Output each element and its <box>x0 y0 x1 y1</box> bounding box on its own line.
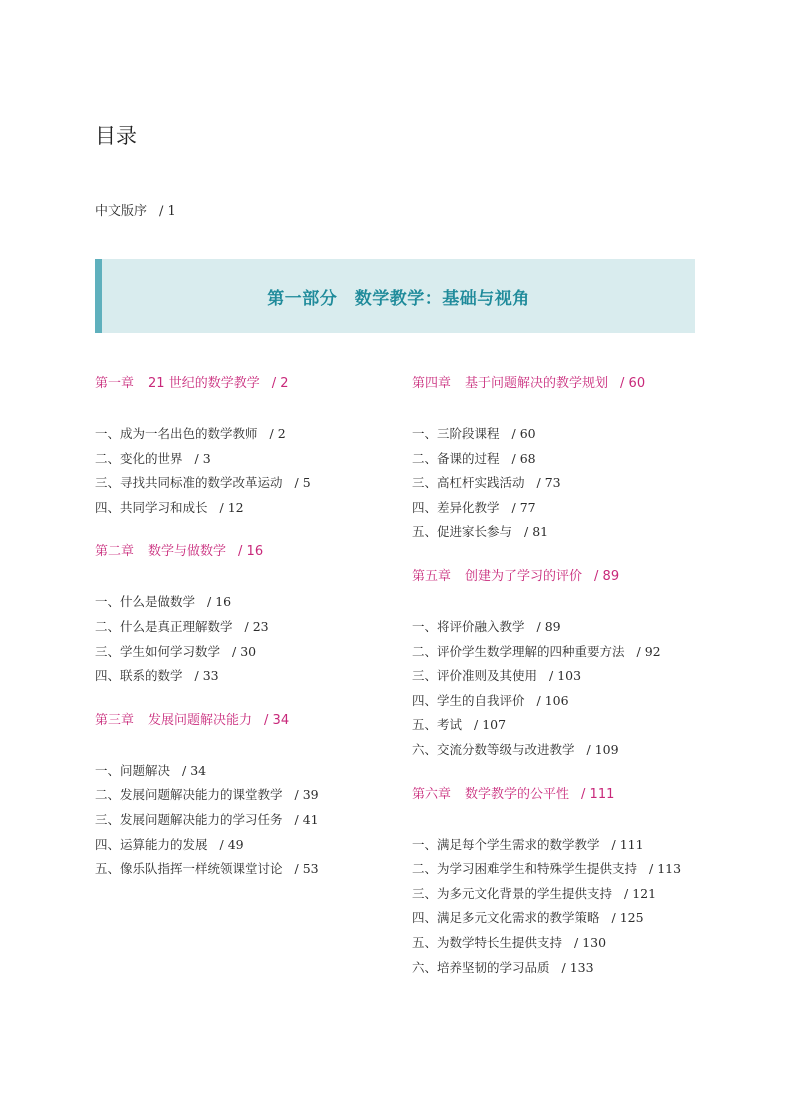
chapter-number: 第五章 <box>412 568 452 584</box>
section-page-ref: / 16 <box>207 594 232 610</box>
section-list <box>95 759 395 882</box>
toc-section-entry[interactable] <box>95 833 395 858</box>
part-title: 第一部分 数学教学：基础与视角 <box>267 288 530 309</box>
toc-section-entry[interactable] <box>412 882 752 907</box>
section-page-ref: / 12 <box>219 499 244 515</box>
section-label: 一、满足每个学生需求的数学教学 <box>412 836 600 852</box>
section-page-ref: / 60 <box>511 426 536 441</box>
chapter-block <box>412 785 752 981</box>
section-label: 五、为数学特长生提供支持 <box>412 934 563 950</box>
section-page-ref: / 5 <box>294 475 311 491</box>
toc-section-entry[interactable] <box>95 422 395 447</box>
toc-section-entry[interactable] <box>95 857 395 882</box>
section-label: 六、培养坚韧的学习品质 <box>412 959 550 975</box>
toc-section-entry[interactable] <box>412 520 752 545</box>
toc-section-entry[interactable] <box>95 664 395 689</box>
chapter-page-ref: / 34 <box>264 712 290 728</box>
section-page-ref: / 23 <box>244 618 269 634</box>
toc-section-entry[interactable] <box>412 422 752 447</box>
section-page-ref: / 113 <box>649 861 682 877</box>
chapter-number: 第三章 <box>95 712 135 728</box>
chapter-title: 创建为了学习的评价 <box>465 568 583 584</box>
section-page-ref: / 39 <box>294 787 319 803</box>
chapter-heading[interactable] <box>412 567 752 587</box>
section-label: 二、评价学生数学理解的四种重要方法 <box>412 643 625 659</box>
section-label: 五、像乐队指挥一样统领课堂讨论 <box>95 861 283 877</box>
toc-section-entry[interactable] <box>95 783 395 808</box>
section-page-ref: / 2 <box>269 426 286 441</box>
toc-section-entry[interactable] <box>412 471 752 496</box>
part-banner <box>95 259 695 333</box>
chapter-page-ref: / 2 <box>271 376 289 391</box>
preface-label: 中文版序 <box>95 204 148 219</box>
section-page-ref: / 77 <box>511 499 536 515</box>
section-label: 三、评价准则及其使用 <box>412 668 538 684</box>
toc-section-entry[interactable] <box>95 590 395 615</box>
section-label: 四、学生的自我评价 <box>412 692 525 708</box>
section-label: 三、发展问题解决能力的学习任务 <box>95 811 283 827</box>
section-page-ref: / 130 <box>574 934 607 950</box>
chapter-title: 数学教学的公平性 <box>465 786 570 802</box>
section-page-ref: / 49 <box>219 836 244 852</box>
section-label: 五、考试 <box>412 717 463 733</box>
toc-section-entry[interactable] <box>412 956 752 981</box>
chapter-heading[interactable] <box>412 785 752 805</box>
chapter-number: 第六章 <box>412 786 452 802</box>
chapter-title: 21 世纪的数学教学 <box>148 376 260 391</box>
section-label: 二、变化的世界 <box>95 450 183 466</box>
section-page-ref: / 111 <box>611 836 644 852</box>
chapter-number: 第二章 <box>95 544 135 560</box>
section-label: 一、三阶段课程 <box>412 426 500 441</box>
section-page-ref: / 125 <box>611 910 644 926</box>
section-label: 一、问题解决 <box>95 762 171 778</box>
section-list <box>95 590 395 688</box>
toc-section-entry[interactable] <box>412 496 752 521</box>
toc-section-entry[interactable] <box>412 640 752 665</box>
section-page-ref: / 133 <box>561 959 594 975</box>
chapter-page-ref: / 89 <box>594 568 620 584</box>
section-page-ref: / 107 <box>474 717 507 733</box>
chapter-block <box>95 374 395 520</box>
section-label: 一、成为一名出色的数学教师 <box>95 426 258 441</box>
toc-section-entry[interactable] <box>412 713 752 738</box>
toc-section-entry[interactable] <box>95 808 395 833</box>
section-label: 四、运算能力的发展 <box>95 836 208 852</box>
section-label: 三、学生如何学习数学 <box>95 643 221 659</box>
toc-section-entry[interactable] <box>95 615 395 640</box>
section-label: 四、满足多元文化需求的教学策略 <box>412 910 600 926</box>
section-label: 三、寻找共同标准的数学改革运动 <box>95 475 283 491</box>
toc-section-entry[interactable] <box>412 833 752 858</box>
section-label: 三、为多元文化背景的学生提供支持 <box>412 885 613 901</box>
toc-section-entry[interactable] <box>412 857 752 882</box>
section-page-ref: / 41 <box>294 811 319 827</box>
section-label: 一、什么是做数学 <box>95 594 196 610</box>
chapter-page-ref: / 16 <box>238 544 264 560</box>
section-page-ref: / 34 <box>182 762 207 778</box>
chapter-number: 第四章 <box>412 376 452 391</box>
section-label: 二、为学习困难学生和特殊学生提供支持 <box>412 861 638 877</box>
chapter-title: 数学与做数学 <box>148 544 227 560</box>
chapter-heading[interactable] <box>95 374 395 394</box>
chapter-block <box>412 374 752 545</box>
toc-section-entry[interactable] <box>412 931 752 956</box>
chapter-heading[interactable] <box>412 374 752 394</box>
section-page-ref: / 81 <box>524 524 549 540</box>
section-page-ref: / 68 <box>511 450 536 466</box>
section-page-ref: / 92 <box>636 643 661 659</box>
toc-column-left <box>95 374 395 882</box>
section-page-ref: / 109 <box>586 741 619 757</box>
chapter-page-ref: / 111 <box>581 786 615 802</box>
section-page-ref: / 89 <box>536 618 561 634</box>
toc-section-entry[interactable] <box>412 664 752 689</box>
chapter-block <box>95 542 395 688</box>
toc-section-entry[interactable] <box>95 759 395 784</box>
chapter-heading[interactable] <box>95 542 395 562</box>
section-label: 一、将评价融入教学 <box>412 618 525 634</box>
section-label: 五、促进家长参与 <box>412 524 513 540</box>
preface-page-ref: / 1 <box>159 204 176 219</box>
toc-section-entry[interactable] <box>412 615 752 640</box>
toc-section-entry[interactable] <box>95 496 395 521</box>
toc-column-right <box>412 374 752 980</box>
section-page-ref: / 103 <box>549 668 582 684</box>
section-list <box>412 615 752 763</box>
section-label: 四、联系的数学 <box>95 668 183 684</box>
chapter-number: 第一章 <box>95 376 135 391</box>
section-label: 六、交流分数等级与改进教学 <box>412 741 575 757</box>
section-label: 二、什么是真正理解数学 <box>95 618 233 634</box>
chapter-block <box>412 567 752 763</box>
toc-section-entry[interactable] <box>412 447 752 472</box>
toc-section-entry[interactable] <box>95 471 395 496</box>
chapter-page-ref: / 60 <box>620 376 646 391</box>
section-page-ref: / 53 <box>294 861 319 877</box>
toc-entry-preface[interactable] <box>95 200 176 219</box>
toc-section-entry[interactable] <box>95 447 395 472</box>
section-page-ref: / 33 <box>194 668 219 684</box>
chapter-heading[interactable] <box>95 711 395 731</box>
toc-section-entry[interactable] <box>412 689 752 714</box>
chapter-title: 基于问题解决的教学规划 <box>465 376 609 391</box>
page-title: 目录 <box>95 124 137 148</box>
toc-section-entry[interactable] <box>95 640 395 665</box>
section-page-ref: / 30 <box>232 643 257 659</box>
toc-section-entry[interactable] <box>412 906 752 931</box>
chapter-title: 发展问题解决能力 <box>148 712 253 728</box>
section-page-ref: / 3 <box>194 450 211 466</box>
toc-section-entry[interactable] <box>412 738 752 763</box>
section-label: 二、发展问题解决能力的课堂教学 <box>95 787 283 803</box>
section-page-ref: / 106 <box>536 692 569 708</box>
chapter-block <box>95 711 395 882</box>
section-label: 四、差异化教学 <box>412 499 500 515</box>
section-list <box>412 422 752 545</box>
section-list <box>412 833 752 981</box>
section-page-ref: / 121 <box>624 885 657 901</box>
section-list <box>95 422 395 520</box>
section-label: 三、高杠杆实践活动 <box>412 475 525 491</box>
section-label: 四、共同学习和成长 <box>95 499 208 515</box>
section-page-ref: / 73 <box>536 475 561 491</box>
section-label: 二、备课的过程 <box>412 450 500 466</box>
